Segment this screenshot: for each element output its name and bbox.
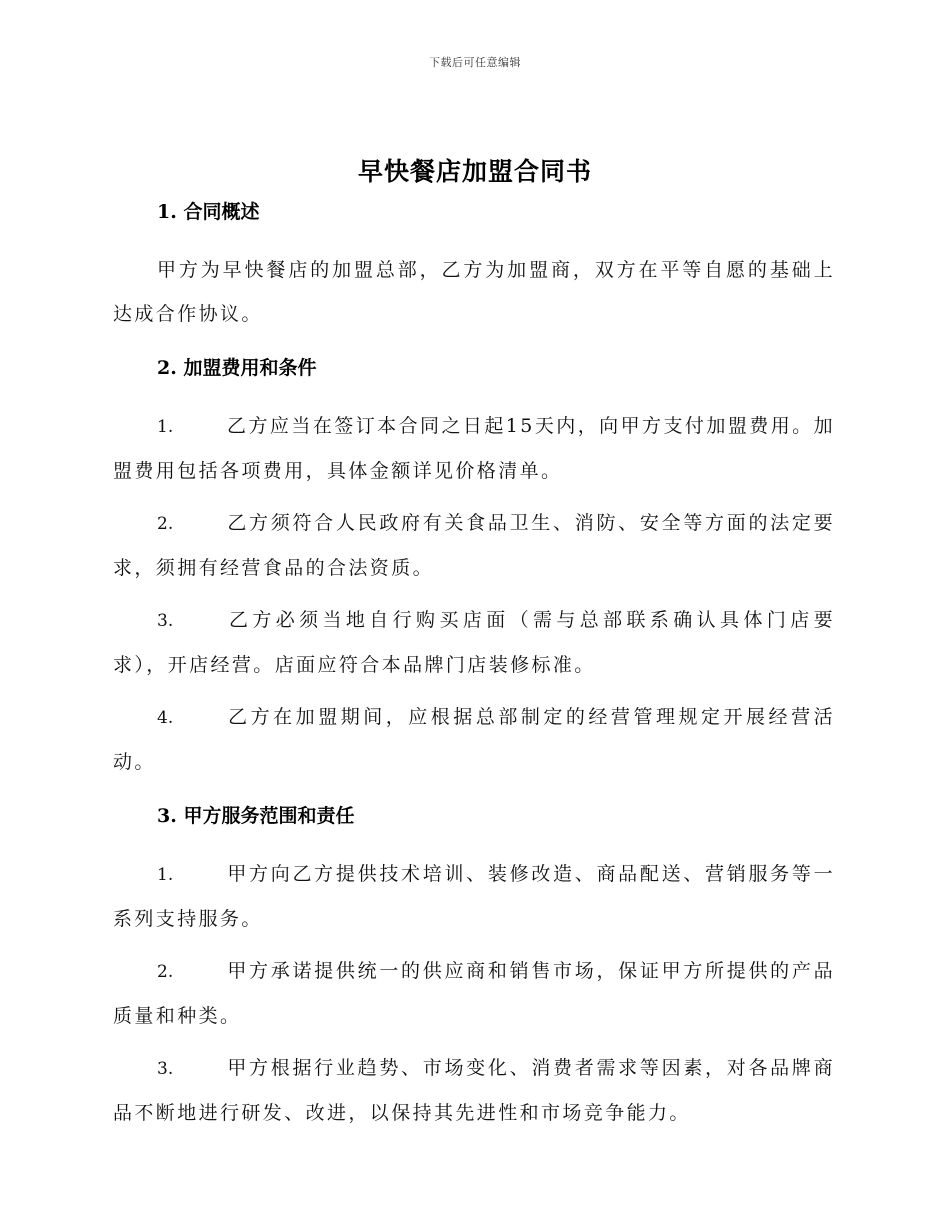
list-item-text: 甲方承诺提供统一的供应商和销售市场，保证甲方所提供的产品质量和种类。 <box>113 960 835 1027</box>
section-heading-fees: 2. 加盟费用和条件 <box>157 357 317 379</box>
list-item <box>113 852 835 941</box>
list-item <box>113 949 835 1038</box>
list-item-number: 2. <box>157 514 174 534</box>
list-item-number: 1. <box>157 417 174 437</box>
list-item-text: 乙方须符合人民政府有关食品卫生、消防、安全等方面的法定要求，须拥有经营食品的合法资质。 <box>113 512 835 579</box>
list-item-number: 3. <box>157 611 174 631</box>
list-item-number: 4. <box>157 708 174 728</box>
section-paragraph: 甲方为早快餐店的加盟总部，乙方为加盟商，双方在平等自愿的基础上达成合作协议。 <box>113 259 835 325</box>
list-item-number: 3. <box>157 1059 174 1079</box>
list-item-text: 甲方根据行业趋势、市场变化、消费者需求等因素，对各品牌商品不断地进行研发、改进，以保持其先进性和市场竞争能力。 <box>113 1057 835 1124</box>
list-item-text: 乙方在加盟期间，应根据总部制定的经营管理规定开展经营活动。 <box>113 706 835 773</box>
list-item <box>113 404 835 493</box>
list-item-text: 乙方应当在签订本合同之日起15天内，向甲方支付加盟费用。加盟费用包括各项费用，具体金额详见价格清单。 <box>113 415 835 482</box>
list-item <box>113 695 835 784</box>
list-item <box>113 598 835 687</box>
header-note: 下载后可任意编辑 <box>429 56 521 69</box>
list-item-text: 乙方必须当地自行购买店面（需与总部联系确认具体门店要求），开店经营。店面应符合本品牌门店装修标准。 <box>113 609 835 676</box>
section-heading-services: 3. 甲方服务范围和责任 <box>157 805 355 827</box>
list-item <box>113 501 835 590</box>
list-item-text: 甲方向乙方提供技术培训、装修改造、商品配送、营销服务等一系列支持服务。 <box>113 863 835 930</box>
document-title: 早快餐店加盟合同书 <box>357 157 592 186</box>
document-body <box>113 198 835 1135</box>
list-item-number: 1. <box>157 865 174 885</box>
section-heading-overview: 1. 合同概述 <box>157 201 260 223</box>
list-item <box>113 1046 835 1135</box>
list-item-number: 2. <box>157 962 174 982</box>
